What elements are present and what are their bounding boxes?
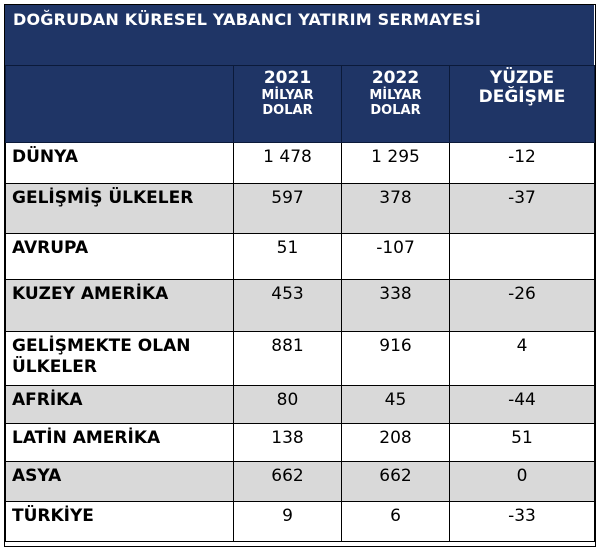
header-change-line-2: DEĞİŞME <box>478 87 566 107</box>
header-change-line-1: YÜZDE <box>489 68 555 88</box>
header-2021-year: 2021 <box>263 68 312 88</box>
value-2022: 1 295 <box>342 143 450 184</box>
table-row <box>6 424 595 462</box>
value-change: 4 <box>450 332 595 386</box>
value-2022: 378 <box>342 184 450 234</box>
row-label: AFRİKA <box>6 386 234 424</box>
value-change: 0 <box>450 462 595 502</box>
value-2022: 208 <box>342 424 450 462</box>
value-2021: 881 <box>234 332 342 386</box>
header-2021-unit-1: MİLYAR <box>261 88 314 103</box>
header-row <box>6 66 595 143</box>
header-2022 <box>342 66 450 143</box>
header-2022-unit-1: MİLYAR <box>369 88 422 103</box>
table-title: DOĞRUDAN KÜRESEL YABANCI YATIRIM SERMAYESİ <box>5 5 594 65</box>
value-change: -12 <box>450 143 595 184</box>
header-2021-unit-2: DOLAR <box>262 103 313 118</box>
value-2022: 916 <box>342 332 450 386</box>
row-label: DÜNYA <box>6 143 234 184</box>
value-change <box>450 234 595 280</box>
header-2021 <box>234 66 342 143</box>
row-label: KUZEY AMERİKA <box>6 280 234 332</box>
row-label: AVRUPA <box>6 234 234 280</box>
value-2021: 662 <box>234 462 342 502</box>
value-2021: 453 <box>234 280 342 332</box>
header-empty-cell <box>6 66 234 143</box>
table-row <box>6 234 595 280</box>
value-2022: 338 <box>342 280 450 332</box>
value-2021: 80 <box>234 386 342 424</box>
value-2021: 597 <box>234 184 342 234</box>
value-2021: 51 <box>234 234 342 280</box>
row-label: GELİŞMİŞ ÜLKELER <box>6 184 234 234</box>
table-row <box>6 280 595 332</box>
table-row <box>6 332 595 386</box>
value-2022: 6 <box>342 502 450 542</box>
value-change: 51 <box>450 424 595 462</box>
row-label: TÜRKİYE <box>6 502 234 542</box>
value-2022: 45 <box>342 386 450 424</box>
header-2022-unit-2: DOLAR <box>370 103 421 118</box>
header-change <box>450 66 595 143</box>
value-2021: 1 478 <box>234 143 342 184</box>
value-change: -44 <box>450 386 595 424</box>
fdi-table <box>5 65 595 542</box>
table-row <box>6 462 595 502</box>
row-label: GELİŞMEKTE OLAN ÜLKELER <box>6 332 234 386</box>
value-2021: 138 <box>234 424 342 462</box>
value-2021: 9 <box>234 502 342 542</box>
row-label: LATİN AMERİKA <box>6 424 234 462</box>
value-2022: 662 <box>342 462 450 502</box>
table-row <box>6 184 595 234</box>
row-label: ASYA <box>6 462 234 502</box>
value-2022: -107 <box>342 234 450 280</box>
table-row <box>6 502 595 542</box>
value-change: -37 <box>450 184 595 234</box>
value-change: -33 <box>450 502 595 542</box>
table-row <box>6 143 595 184</box>
value-change: -26 <box>450 280 595 332</box>
header-2022-year: 2022 <box>371 68 420 88</box>
table-row <box>6 386 595 424</box>
